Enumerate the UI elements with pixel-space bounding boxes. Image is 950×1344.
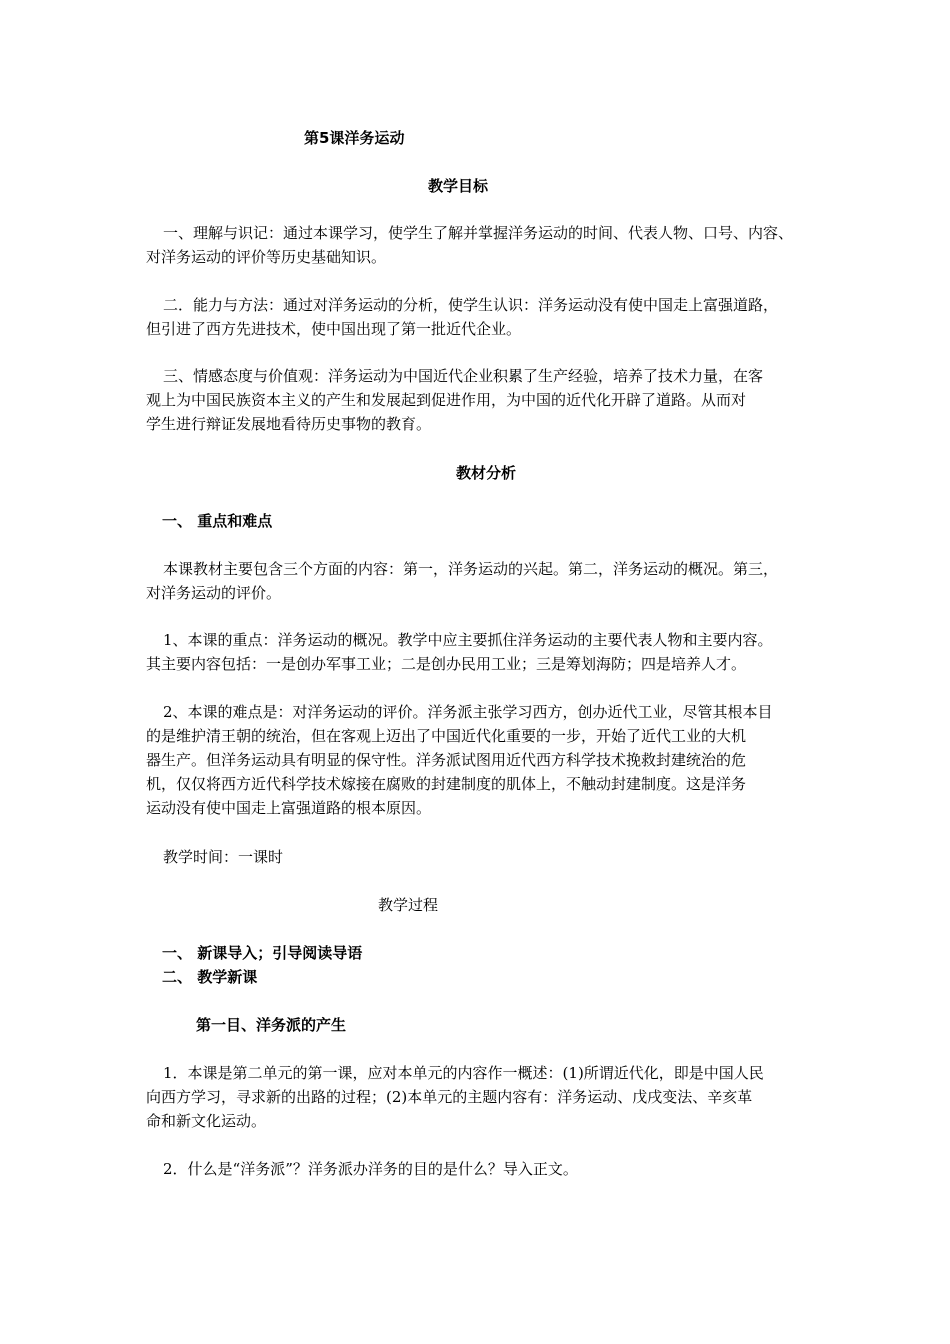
section-heading-objectives: 教学目标 xyxy=(428,177,489,195)
objective-1-line-1: 一、理解与识记：通过本课学习，使学生了解并掌握洋务运动的时间、代表人物、口号、内容、 xyxy=(163,224,794,242)
document-title: 第5课洋务运动 xyxy=(304,129,405,147)
item-1-line-1: 1．本课是第二单元的第一课，应对本单元的内容作一概述：(1)所谓近代化，即是中国人民 xyxy=(163,1064,764,1082)
item-1-line-3: 命和新文化运动。 xyxy=(146,1112,267,1130)
keypoint-2-line-1: 2、本课的难点是：对洋务运动的评价。洋务派主张学习西方，创办近代工业，尽管其根本目 xyxy=(163,703,773,721)
objective-3-line-1: 三、情感态度与价值观：洋务运动为中国近代企业积累了生产经验，培养了技术力量，在客 xyxy=(163,367,764,385)
subheading-1: 第一目、洋务派的产生 xyxy=(196,1016,347,1034)
item-2: 2．什么是“洋务派”？洋务派办洋务的目的是什么？导入正文。 xyxy=(163,1160,578,1178)
keypoint-1-line-1: 1、本课的重点：洋务运动的概况。教学中应主要抓住洋务运动的主要代表人物和主要内容。 xyxy=(163,631,773,649)
keypoint-2-line-4: 机，仅仅将西方近代科学技术嫁接在腐败的封建制度的肌体上，不触动封建制度。这是洋务 xyxy=(146,775,747,793)
process-step-1: 一、 新课导入；引导阅读导语 xyxy=(162,944,363,962)
objective-3-line-2: 观上为中国民族资本主义的产生和发展起到促进作用，为中国的近代化开辟了道路。从而对 xyxy=(146,391,747,409)
objective-1-line-2: 对洋务运动的评价等历史基础知识。 xyxy=(146,248,387,266)
objective-2-line-2: 但引进了西方先进技术，使中国出现了第一批近代企业。 xyxy=(146,320,522,338)
keypoint-2-line-2: 的是维护清王朝的统治，但在客观上迈出了中国近代化重要的一步，开始了近代工业的大机 xyxy=(146,727,747,745)
item-1-line-2: 向西方学习，寻求新的出路的过程；(2)本单元的主题内容有：洋务运动、戊戌变法、辛亥革 xyxy=(146,1088,753,1106)
keypoint-1-line-2: 其主要内容包括：一是创办军事工业；二是创办民用工业；三是筹划海防；四是培养人才。 xyxy=(146,655,747,673)
section-heading-analysis: 教材分析 xyxy=(456,464,517,482)
heading-keypoints: 一、 重点和难点 xyxy=(162,512,273,530)
keypoint-2-line-3: 器生产。但洋务运动具有明显的保守性。洋务派试图用近代西方科学技术挽救封建统治的危 xyxy=(146,751,747,769)
teaching-time: 教学时间：一课时 xyxy=(163,848,284,866)
analysis-intro-line-1: 本课教材主要包含三个方面的内容：第一，洋务运动的兴起。第二，洋务运动的概况。第三， xyxy=(163,560,779,578)
section-heading-process: 教学过程 xyxy=(378,896,439,914)
objective-3-line-3: 学生进行辩证发展地看待历史事物的教育。 xyxy=(146,415,432,433)
objective-2-line-1: 二．能力与方法：通过对洋务运动的分析，使学生认识：洋务运动没有使中国走上富强道路， xyxy=(163,296,779,314)
process-step-2: 二、 教学新课 xyxy=(162,968,258,986)
analysis-intro-line-2: 对洋务运动的评价。 xyxy=(146,584,282,602)
keypoint-2-line-5: 运动没有使中国走上富强道路的根本原因。 xyxy=(146,799,432,817)
